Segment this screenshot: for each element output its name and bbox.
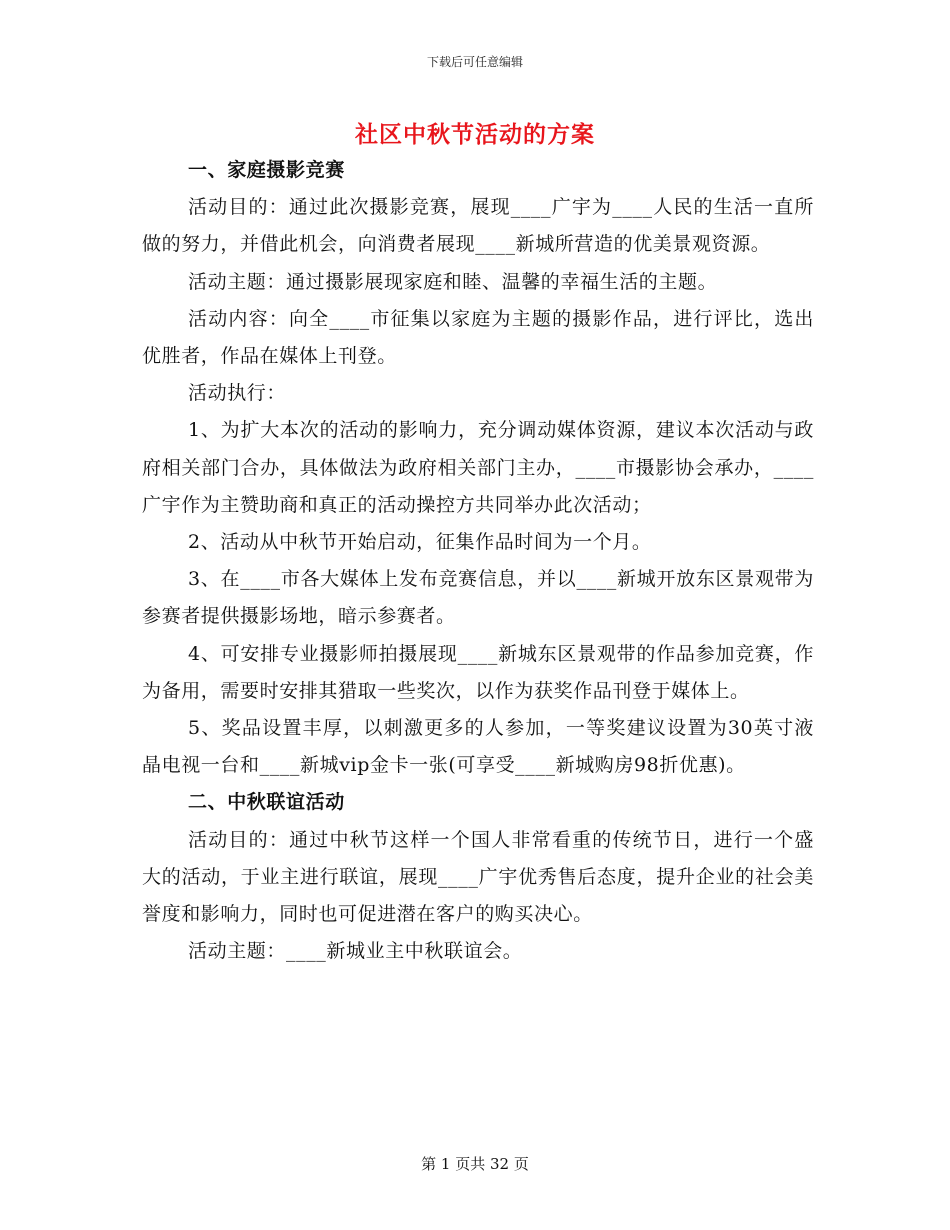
document-body	[142, 152, 814, 970]
paragraph: 活动目的：通过此次摄影竞赛，展现____广宇为____人民的生活一直所做的努力，并借此机会，向消费者展现____新城所营造的优美景观资源。	[142, 196, 814, 256]
header-note: 下载后可任意编辑	[426, 55, 523, 69]
paragraph: 活动执行：	[188, 382, 287, 405]
section-heading: 二、中秋联谊活动	[188, 791, 345, 814]
paragraph: 4、可安排专业摄影师拍摄展现____新城东区景观带的作品参加竞赛，作为备用，需要时安排其猎取一些奖次，以作为获奖作品刊登于媒体上。	[142, 642, 814, 702]
paragraph: 活动内容：向全____市征集以家庭为主题的摄影作品，进行评比，选出优胜者，作品在媒体上刊登。	[142, 307, 814, 368]
page-title: 社区中秋节活动的方案	[355, 121, 595, 148]
page-footer: 第 1 页共 32 页	[421, 1155, 529, 1173]
paragraph: 活动主题：____新城业主中秋联谊会。	[188, 940, 523, 963]
paragraph: 活动目的：通过中秋节这样一个国人非常看重的传统节日，进行一个盛大的活动，于业主进行联谊，展现____广宇优秀售后态度，提升企业的社会美誉度和影响力，同时也可促进潜在客户的购买决心。	[142, 828, 814, 926]
paragraph: 2、活动从中秋节开始启动，征集作品时间为一个月。	[188, 531, 652, 554]
section-heading: 一、家庭摄影竞赛	[188, 159, 345, 181]
paragraph: 3、在____市各大媒体上发布竞赛信息，并以____新城开放东区景观带为参赛者提供摄影场地，暗示参赛者。	[142, 568, 814, 628]
paragraph: 5、奖品设置丰厚，以刺激更多的人参加，一等奖建议设置为30英寸液晶电视一台和____新城vip金卡一张(可享受____新城购房98折优惠)。	[142, 717, 814, 777]
paragraph: 1、为扩大本次的活动的影响力，充分调动媒体资源，建议本次活动与政府相关部门合办，具体做法为政府相关部门主办，____市摄影协会承办，____广宇作为主赞助商和真正的活动操控方共同举办此次活动；	[142, 419, 814, 516]
paragraph: 活动主题：通过摄影展现家庭和睦、温馨的幸福生活的主题。	[188, 270, 718, 293]
